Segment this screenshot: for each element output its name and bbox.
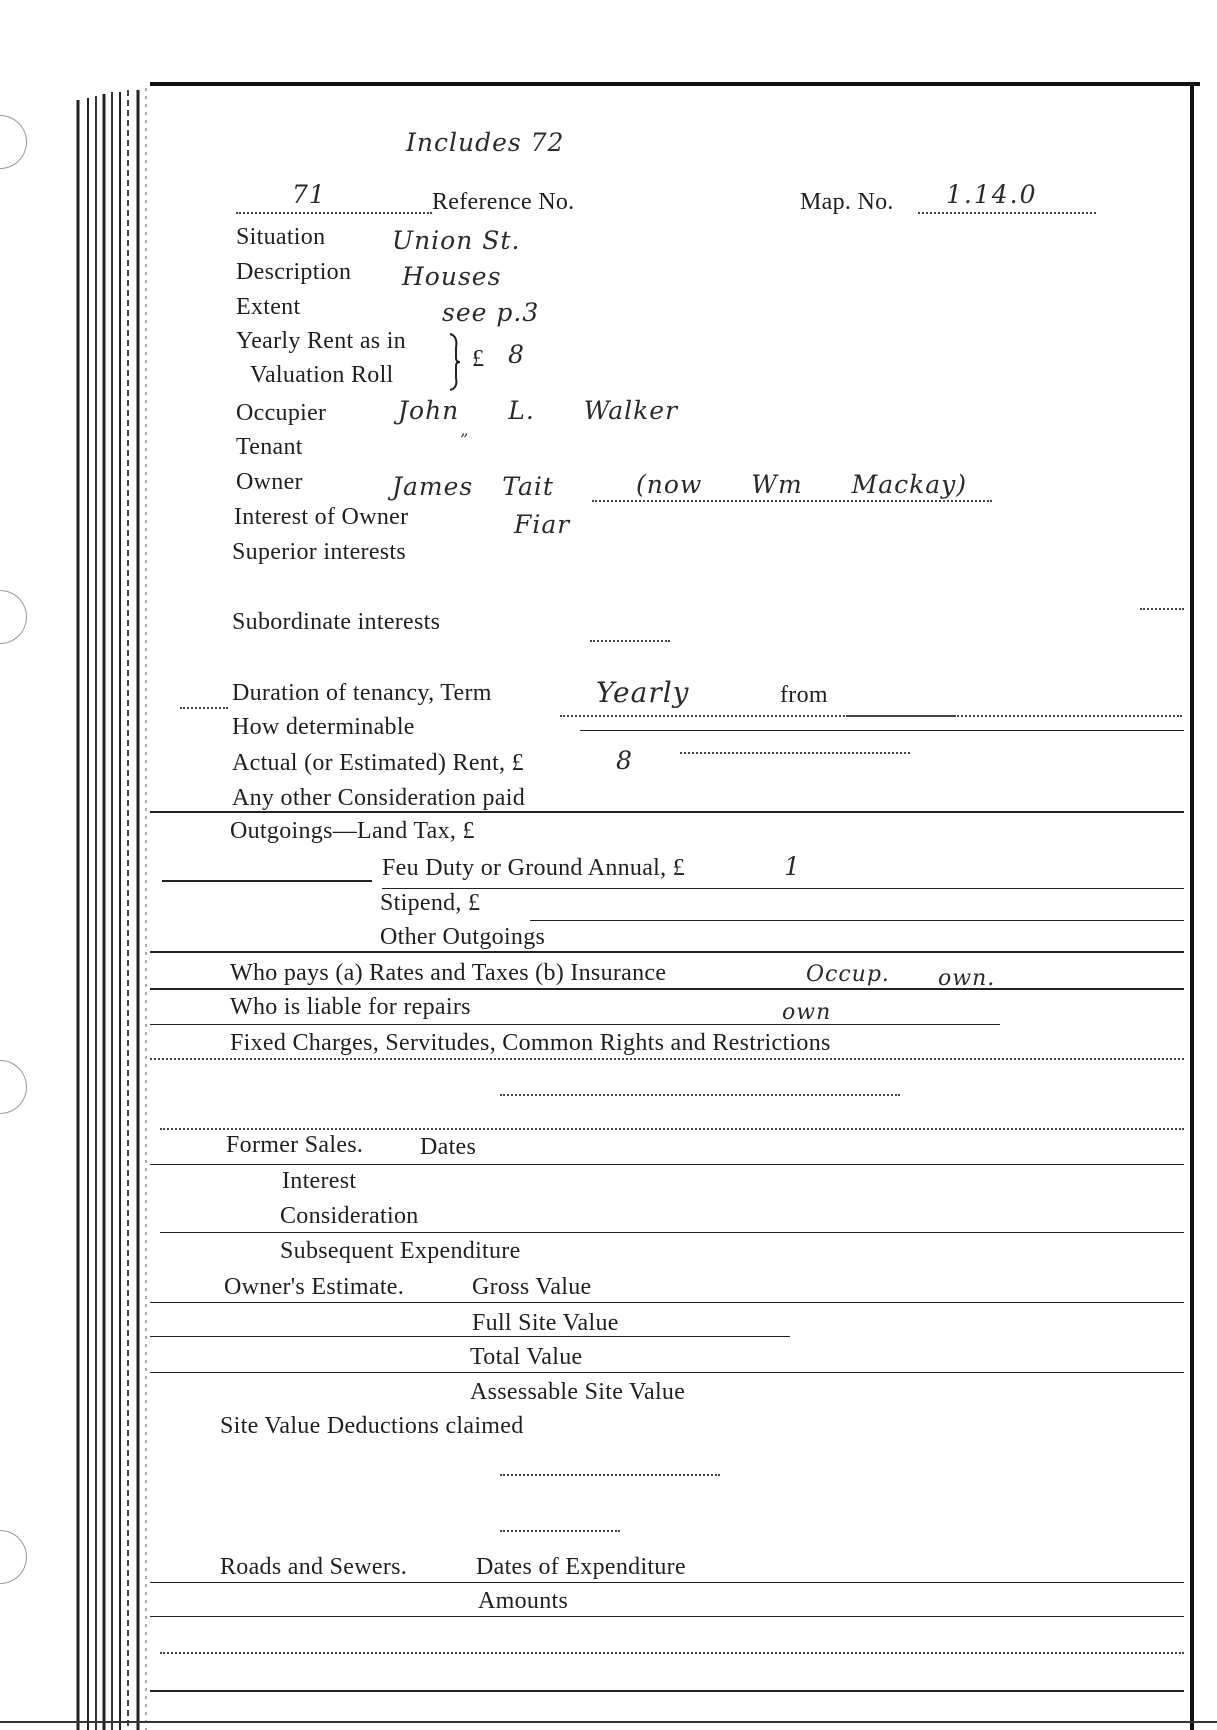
valuation-roll-label: Valuation Roll [250,362,394,388]
fill-line [160,1652,1184,1654]
includes-note: Includes 72 [406,128,565,157]
interest-of-owner-value: Fiar [514,510,571,539]
repairs-label: Who is liable for repairs [230,994,471,1020]
how-determinable-label: How determinable [232,714,415,740]
occupier-value: John L. Walker [398,396,679,425]
who-pays-value-b: own. [938,966,996,991]
who-pays-value-a: Occup. [806,962,890,987]
roads-sewers-amounts-label: Amounts [478,1588,569,1614]
description-label: Description [236,259,352,285]
other-outgoings-label: Other Outgoings [380,924,546,950]
stipend-label: Stipend, £ [380,890,481,916]
fill-line [150,811,1184,813]
duration-from-label: from [780,682,828,708]
roads-sewers-dates-label: Dates of Expenditure [476,1554,686,1580]
fill-line [160,1128,1184,1130]
fill-line [580,730,1184,731]
yearly-rent-currency: £ [472,346,485,372]
former-sales-interest-label: Interest [282,1168,357,1194]
actual-rent-label: Actual (or Estimated) Rent, £ [232,750,524,776]
duration-from-fill-line [846,715,1182,717]
fill-line [1140,608,1184,610]
actual-rent-value: 8 [616,746,633,775]
brace [448,332,462,392]
fill-line [382,888,1184,889]
former-sales-consideration-label: Consideration [280,1203,419,1229]
fill-line [150,1616,1184,1617]
interest-of-owner-label: Interest of Owner [234,504,409,530]
former-sales-subsequent-label: Subsequent Expenditure [280,1238,521,1264]
subordinate-interests-label: Subordinate interests [232,609,441,635]
fill-line [150,1336,790,1337]
fill-line [162,880,372,882]
fill-line [500,1094,900,1096]
fill-line [500,1474,720,1476]
repairs-value: own [782,1000,832,1025]
full-site-value-label: Full Site Value [472,1310,619,1336]
fill-line [150,1024,1000,1025]
fill-line [160,1232,1184,1233]
yearly-rent-label: Yearly Rent as in [236,328,406,354]
who-pays-label: Who pays (a) Rates and Taxes (b) Insurance [230,960,667,986]
situation-label: Situation [236,224,326,250]
occupier-label: Occupier [236,400,327,426]
fill-line [150,1372,1184,1373]
description-value: Houses [402,262,502,291]
map-label: Map. No. [800,189,894,215]
assessable-site-value-label: Assessable Site Value [470,1379,686,1405]
duration-value: Yearly [596,676,690,709]
extent-label: Extent [236,294,301,320]
reference-label: Reference No. [432,189,575,215]
fill-line [150,1302,1184,1303]
fill-line [180,707,228,709]
reference-fill-line [236,212,432,214]
tenant-value: ” [460,430,470,449]
owner-value: James Tait [392,472,554,501]
owner-note: (now Wm Mackay) [636,470,968,499]
former-sales-dates-label: Dates [420,1134,477,1160]
fill-line [150,951,1184,953]
tenant-label: Tenant [236,434,303,460]
other-consideration-label: Any other Consideration paid [232,785,526,811]
situation-value: Union St. [392,226,521,255]
map-fill-line [918,212,1096,214]
fill-line [590,640,670,642]
extent-value: see p.3 [442,298,540,327]
feu-duty-label: Feu Duty or Ground Annual, £ [382,855,686,881]
owners-estimate-label: Owner's Estimate. [224,1274,405,1300]
superior-interests-label: Superior interests [232,539,407,565]
fill-line [150,988,1184,990]
gross-value-label: Gross Value [472,1274,592,1300]
fill-line [500,1530,620,1532]
fixed-charges-label: Fixed Charges, Servitudes, Common Rights and Restrictions [230,1030,831,1056]
fill-line [680,752,910,754]
yearly-rent-value: 8 [508,340,525,369]
total-value-label: Total Value [470,1344,583,1370]
reference-value: 71 [292,180,326,209]
owner-fill-line [592,500,992,502]
land-tax-label: Outgoings—Land Tax, £ [230,818,475,844]
fill-line [150,1582,1184,1583]
fill-line [150,1690,1184,1692]
map-value: 1.14.0 [946,180,1038,209]
fill-line [150,1058,1184,1060]
former-sales-label: Former Sales. [226,1132,364,1158]
fill-line [530,920,1184,921]
roads-sewers-label: Roads and Sewers. [220,1554,408,1580]
duration-label: Duration of tenancy, Term [232,680,492,706]
feu-duty-value: 1 [784,852,801,881]
site-value-deductions-label: Site Value Deductions claimed [220,1413,524,1439]
fill-line [150,1164,1184,1165]
owner-label: Owner [236,469,303,495]
